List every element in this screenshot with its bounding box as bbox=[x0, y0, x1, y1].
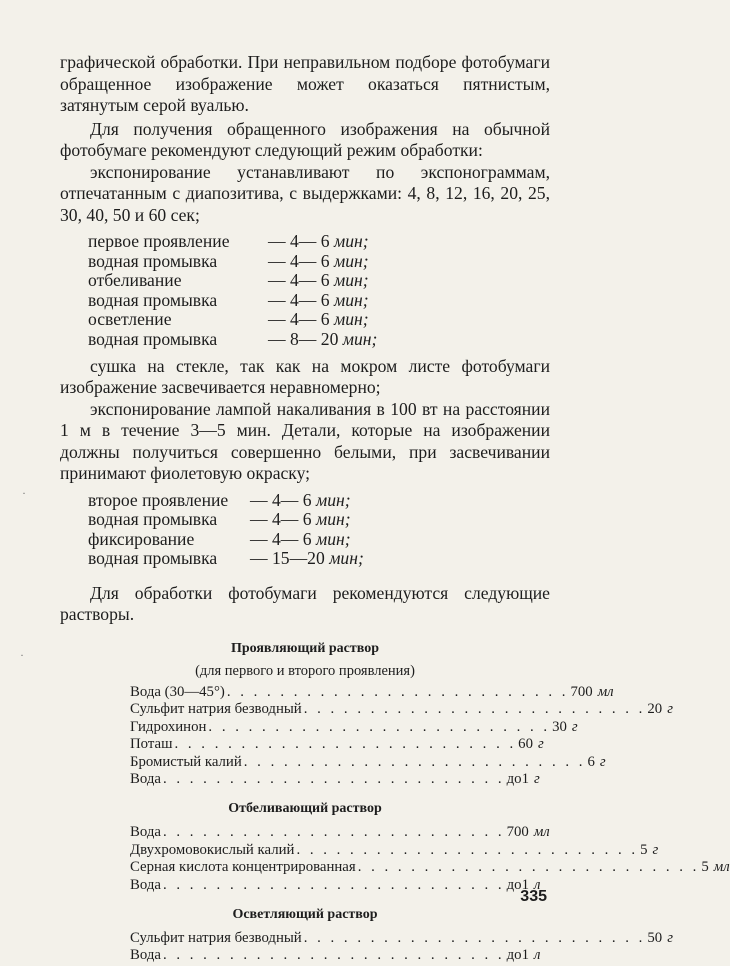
step-row bbox=[88, 510, 550, 530]
ingredient-unit: г bbox=[533, 770, 540, 787]
recipe-row: Сульфит натрия безводный . . . . . . . . . . . . . . . . . . . . . . . . . . 20 г bbox=[130, 701, 673, 718]
step-row bbox=[88, 291, 550, 311]
ingredient-prefix: до bbox=[506, 947, 522, 964]
page-number: 335 bbox=[520, 888, 547, 905]
ingredient-amount: 1 bbox=[521, 876, 529, 893]
paragraph-intro: графической обработки. При неправильном подборе фотобумаги обращенное изображение может оказаться пятнистым, затянутым серой вуалью. bbox=[60, 52, 550, 115]
ingredient-amount: 1 bbox=[521, 947, 529, 964]
step-label: второе проявление bbox=[88, 489, 229, 510]
step-row bbox=[88, 252, 550, 272]
ingredient-amount: 50 bbox=[647, 930, 663, 946]
ingredient-name: Вода bbox=[130, 876, 161, 893]
paragraph-solutions-intro: Для обработки фотобумаги рекомендуются следующие растворы. bbox=[60, 582, 550, 625]
step-unit: мин; bbox=[333, 309, 369, 330]
paragraph-exposure: экспонирование устанавливают по экспонограммам, отпечатанным с диапозитива, с выдержками: 4, 8, 12, 16, 20, 25, 30, 40, 50 и 60 сек; bbox=[60, 161, 550, 225]
ingredient-unit: мл bbox=[533, 824, 550, 841]
step-unit: мин; bbox=[315, 509, 351, 530]
recipe-row: Вода (30—45°) . . . . . . . . . . . . . . . . . . . . . . . . . . 700 мл bbox=[130, 683, 614, 700]
ingredient-unit: г bbox=[537, 736, 544, 753]
step-range: — 4— 6 bbox=[250, 509, 312, 530]
recipe-row: Двухромовокислый калий . . . . . . . . . . . . . . . . . . . . . . . . . . 5 г bbox=[130, 841, 659, 858]
ingredient-amount: 60 bbox=[518, 736, 533, 753]
solution-title: Осветляющий раствор bbox=[232, 907, 378, 922]
step-range: — 4— 6 bbox=[250, 528, 312, 549]
step-label: отбеливание bbox=[88, 270, 182, 291]
ingredient-unit: г bbox=[652, 841, 659, 858]
ingredient-name: Сульфит натрия безводный bbox=[130, 930, 302, 946]
solution-developer bbox=[60, 640, 673, 788]
ingredient-unit: мл bbox=[597, 683, 614, 700]
step-unit: мин; bbox=[329, 548, 364, 569]
ingredient-unit: мл bbox=[713, 859, 730, 876]
step-unit: мин; bbox=[315, 528, 351, 549]
ingredient-amount: 6 bbox=[587, 753, 595, 770]
step-label: первое проявление bbox=[88, 231, 230, 251]
solution-title: Проявляющий раствор bbox=[230, 640, 380, 656]
ingredient-amount: 30 bbox=[552, 718, 567, 735]
ingredient-name: Поташ bbox=[130, 736, 173, 753]
step-row bbox=[88, 271, 550, 291]
ingredient-prefix: до bbox=[506, 876, 522, 893]
ingredient-unit: г bbox=[599, 753, 606, 770]
step-row bbox=[88, 491, 550, 511]
processing-steps-2 bbox=[88, 491, 550, 569]
ingredient-unit: г bbox=[667, 930, 673, 946]
step-unit: мин; bbox=[333, 250, 369, 271]
step-label: водная промывка bbox=[88, 250, 218, 271]
step-range: — 4— 6 bbox=[268, 250, 330, 271]
recipe-row: Поташ . . . . . . . . . . . . . . . . . . . . . . . . . . 60 г bbox=[130, 736, 544, 753]
recipe-row: Гидрохинон . . . . . . . . . . . . . . . . . . . . . . . . . . 30 г bbox=[130, 718, 578, 735]
ingredient-name: Вода bbox=[130, 770, 161, 787]
ingredient-unit: г bbox=[571, 718, 578, 735]
step-row bbox=[88, 310, 550, 330]
step-unit: мин; bbox=[315, 489, 351, 510]
recipe-table bbox=[130, 683, 673, 788]
recipe-table bbox=[130, 824, 730, 894]
ingredient-amount: 20 bbox=[647, 701, 663, 718]
solution-title: Отбеливающий раствор bbox=[228, 801, 382, 817]
paragraph-mode: Для получения обращенного изображения на обычной фотобумаге рекомендуют следующий режим обработки: bbox=[60, 118, 550, 160]
recipe-row: Бромистый калий . . . . . . . . . . . . . . . . . . . . . . . . . . 6 г bbox=[130, 753, 606, 770]
step-row bbox=[88, 232, 550, 252]
processing-steps-1 bbox=[88, 232, 550, 350]
step-unit: мин; bbox=[342, 328, 378, 349]
step-range: — 4— 6 bbox=[268, 309, 330, 330]
step-row bbox=[88, 530, 550, 550]
step-range: — 4— 6 bbox=[250, 489, 312, 510]
ingredient-amount: 700 bbox=[506, 824, 529, 841]
ingredient-name: Бромистый калий bbox=[130, 753, 242, 770]
step-range: — 15—20 bbox=[250, 548, 325, 569]
step-range: — 4— 6 bbox=[268, 289, 330, 310]
step-unit: мин; bbox=[333, 289, 369, 310]
step-unit: мин; bbox=[333, 270, 369, 291]
book-page bbox=[60, 52, 730, 965]
step-label: водная промывка bbox=[88, 509, 218, 530]
step-unit: мин; bbox=[333, 231, 369, 251]
step-row bbox=[88, 549, 550, 569]
solution-clearing bbox=[60, 906, 673, 965]
step-label: водная промывка bbox=[88, 289, 218, 310]
ingredient-amount: 5 bbox=[701, 859, 709, 876]
ingredient-unit: л bbox=[533, 876, 541, 893]
step-label: водная промывка bbox=[88, 548, 218, 569]
step-label: фиксирование bbox=[88, 528, 195, 549]
ingredient-name: Сульфит натрия безводный bbox=[130, 701, 302, 718]
solution-bleach bbox=[60, 800, 730, 894]
ingredient-amount: 5 bbox=[640, 841, 648, 858]
step-row bbox=[88, 330, 550, 350]
ingredient-name: Гидрохинон bbox=[130, 718, 207, 735]
ingredient-prefix: до bbox=[506, 770, 522, 787]
ingredient-name: Двухромовокислый калий bbox=[130, 841, 295, 858]
ingredient-name: Серная кислота концентрированная bbox=[130, 859, 356, 876]
recipe-row: Вода . . . . . . . . . . . . . . . . . . . . . . . . . . до 1 л bbox=[130, 876, 541, 893]
ingredient-name: Вода bbox=[130, 947, 161, 964]
step-label: осветление bbox=[88, 309, 172, 330]
recipe-row: Сульфит натрия безводный . . . . . . . . . . . . . . . . . . . . . . . . . . 50 г bbox=[130, 930, 673, 946]
ingredient-name: Вода bbox=[130, 824, 161, 841]
scan-speck: · bbox=[22, 486, 26, 500]
ingredient-unit: г bbox=[667, 701, 673, 718]
recipe-row: Вода . . . . . . . . . . . . . . . . . . . . . . . . . . до 1 г bbox=[130, 770, 540, 787]
recipe-row: Вода . . . . . . . . . . . . . . . . . . . . . . . . . . до 1 л bbox=[130, 947, 541, 964]
ingredient-amount: 1 bbox=[521, 770, 529, 787]
ingredient-name: Вода (30—45°) bbox=[130, 683, 225, 700]
step-range: — 8— 20 bbox=[268, 328, 339, 349]
step-range: — 4— 6 bbox=[268, 270, 330, 291]
solution-subtitle: (для первого и второго проявления) bbox=[195, 662, 415, 679]
ingredient-unit: л bbox=[533, 947, 541, 964]
recipe-table bbox=[130, 930, 673, 965]
ingredient-amount: 700 bbox=[570, 683, 593, 700]
scan-speck: · bbox=[20, 648, 24, 662]
step-range: — 4— 6 bbox=[268, 231, 330, 251]
recipe-row: Вода . . . . . . . . . . . . . . . . . . . . . . . . . . 700 мл bbox=[130, 824, 550, 841]
paragraph-drying: сушка на стекле, так как на мокром листе фотобумаги изображение засвечивается неравномерно; bbox=[60, 355, 550, 398]
step-label: водная промывка bbox=[88, 328, 218, 349]
paragraph-lamp-exposure: экспонирование лампой накаливания в 100 вт на расстоянии 1 м в течение 3—5 мин. Детали, которые на изображении должны получиться совершенно белыми, при засвечивании принимают фиолетовую окраску; bbox=[60, 398, 550, 484]
recipe-row: Серная кислота концентрированная . . . . . . . . . . . . . . . . . . . . . . . . . . 5 мл bbox=[130, 859, 730, 876]
